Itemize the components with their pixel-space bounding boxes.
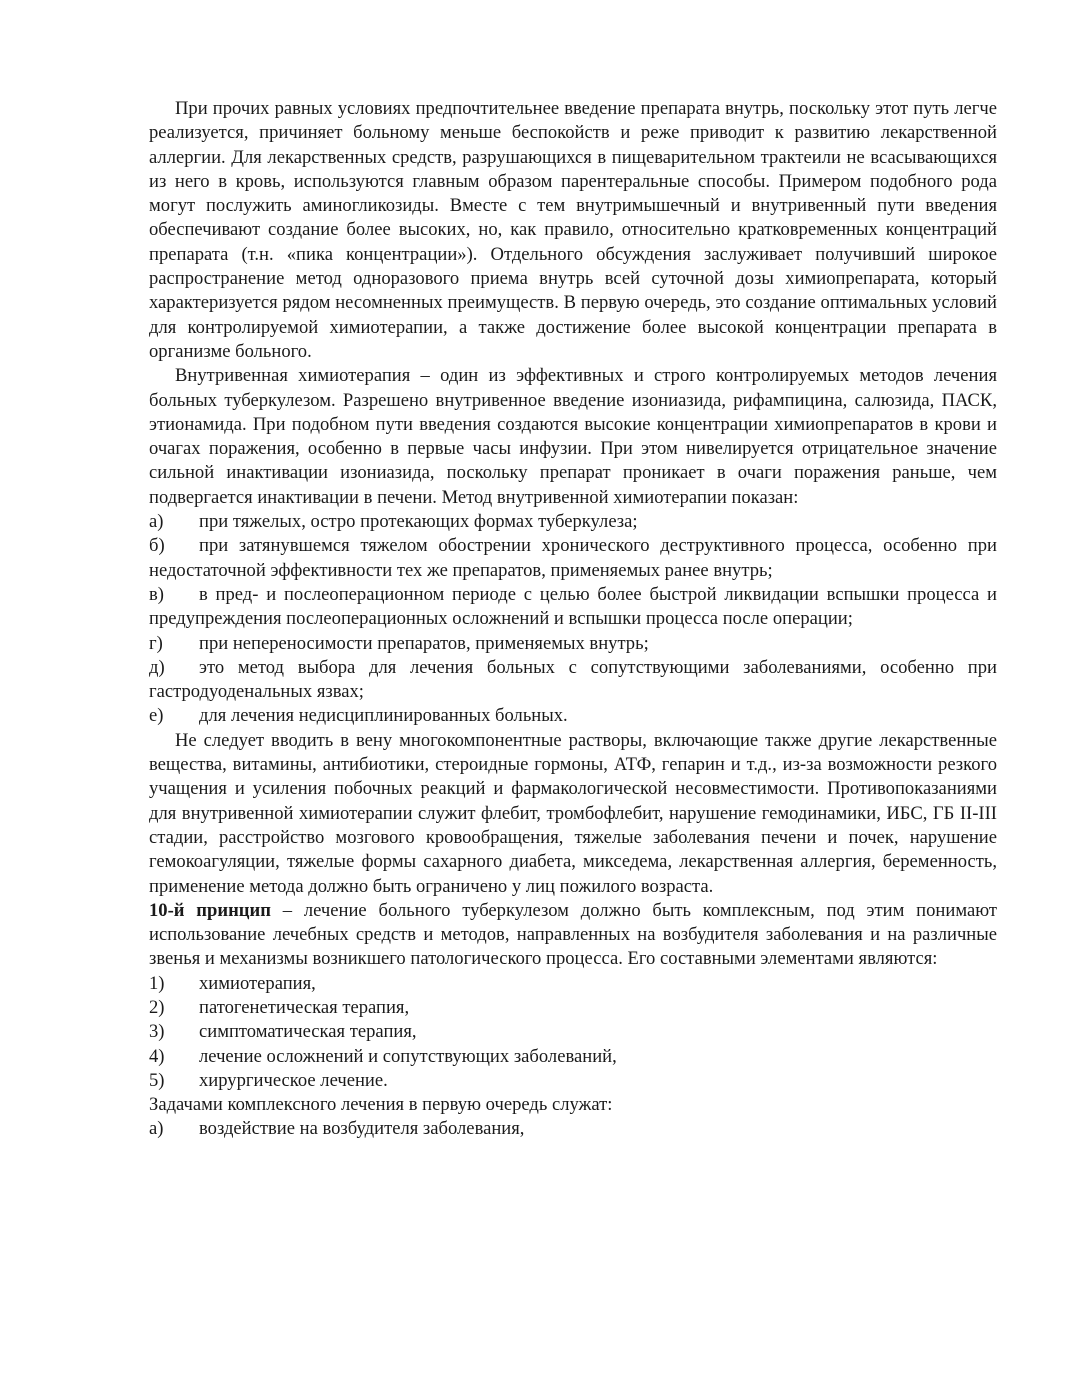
list-item-text: при непереносимости препаратов, применяемых внутрь; xyxy=(199,632,649,654)
principle-text: – лечение больного туберкулезом должно быть комплексным, под этим понимают использование лечебных средств и методов, направленных на возбудителя заболевания и на различные звенья и механизмы возникшего патологического процесса. Его составными элементами являются: xyxy=(149,899,997,970)
list-item xyxy=(149,534,997,583)
complex-treatment-elements-list xyxy=(149,972,997,1093)
list-item xyxy=(149,656,997,705)
paragraph-treatment-tasks: Задачами комплексного лечения в первую очередь служат: xyxy=(149,1094,613,1116)
list-item-text: воздействие на возбудителя заболевания, xyxy=(199,1118,525,1140)
paragraph-principle-10 xyxy=(149,899,997,972)
list-item-text: лечение осложнений и сопутствующих заболеваний, xyxy=(199,1045,617,1067)
list-marker: б) xyxy=(149,535,165,557)
list-item xyxy=(149,1045,997,1069)
list-marker: д) xyxy=(149,656,165,678)
document-page xyxy=(149,97,997,1142)
list-item xyxy=(149,972,997,996)
list-item-text: при тяжелых, остро протекающих формах туберкулеза; xyxy=(199,511,638,533)
list-item xyxy=(149,996,997,1020)
list-item xyxy=(149,632,997,656)
list-item-text: хирургическое лечение. xyxy=(199,1069,388,1091)
list-item xyxy=(149,1069,997,1093)
list-marker: 5) xyxy=(149,1069,165,1091)
paragraph-intravenous-chemotherapy: Внутривенная химиотерапия – один из эффективных и строго контролируемых методов лечения больных туберкулезом. Разрешено внутривенное введение изониазида, рифампицина, салюзида, ПАСК, этионамида. При подобном пути введения создаются высокие концентрации химиопрепаратов в крови и очагах поражения, особенно в первые часы инфузии. При этом нивелируется отрицательное значение сильной инактивации изониазида, поскольку препарат проникает в очаги поражения раньше, чем подвергается инактивации в печени. Метод внутривенной химиотерапии показан: xyxy=(149,365,997,508)
list-item-text: патогенетическая терапия, xyxy=(199,996,410,1018)
list-item xyxy=(149,1020,997,1044)
paragraph-oral-administration: При прочих равных условиях предпочтительнее введение препарата внутрь, поскольку этот путь легче реализуется, причиняет больному меньше беспокойств и реже приводит к развитию лекарственной аллергии. Для лекарственных средств, разрушающихся в пищеварительном трактеили не всасывающихся из него в кровь, используются главным образом парентеральные способы. Примером подобного рода могут послужить аминогликозиды. Вместе с тем внутримышечный и внутривенный пути введения обеспечивают создание более высоких, но, как правило, относительно кратковременных концентраций препарата (т.н. «пика концентрации»). Отдельного обсуждения заслуживает получивший широкое распространение метод одноразового приема внутрь всей суточной дозы химиопрепарата, который характеризуется рядом несомненных преимуществ. В первую очередь, это создание оптимальных условий для контролируемой химиотерапии, а также достижение более высокой концентрации препарата в организме больного. xyxy=(149,98,997,362)
treatment-tasks-list xyxy=(149,1117,997,1141)
list-item-text: при затянувшемся тяжелом обострении хронического деструктивного процесса, особенно при недостаточной эффективности тех же препаратов, применяемых ранее внутрь; xyxy=(149,535,997,581)
list-item-text: симптоматическая терапия, xyxy=(199,1021,417,1043)
list-item-text: для лечения недисциплинированных больных. xyxy=(199,705,568,727)
paragraph-contraindications: Не следует вводить в вену многокомпонентные растворы, включающие также другие лекарственные вещества, витамины, антибиотики, стероидные гормоны, АТФ, гепарин и т.д., из-за возможности резкого учащения и усиления побочных реакций и фармакологической несовместимости. Противопоказаниями для внутривенной химиотерапии служит флебит, тромбофлебит, нарушение гемодинамики, ИБС, ГБ II-III стадии, расстройство мозгового кровообращения, тяжелые заболевания печени и почек, нарушение гемокоагуляции, тяжелые формы сахарного диабета, микседема, лекарственная аллергия, беременность, применение метода должно быть ограничено у лиц пожилого возраста. xyxy=(149,729,997,897)
indications-list xyxy=(149,510,997,729)
list-item xyxy=(149,704,997,728)
list-marker: 1) xyxy=(149,972,165,994)
list-marker: 4) xyxy=(149,1045,165,1067)
principle-heading: 10-й принцип xyxy=(149,899,271,921)
list-item-text: химиотерапия, xyxy=(199,972,316,994)
list-item-text: в пред- и послеоперационном периоде с целью более быстрой ликвидации вспышки процесса и предупреждения послеоперационных осложнений и вспышки процесса после операции; xyxy=(149,583,997,630)
list-item xyxy=(149,583,997,632)
list-marker: 3) xyxy=(149,1021,165,1043)
list-marker: 2) xyxy=(149,996,165,1018)
list-marker: е) xyxy=(149,705,164,727)
list-item xyxy=(149,510,997,534)
list-item xyxy=(149,1117,997,1141)
list-marker: а) xyxy=(149,511,164,533)
list-marker: а) xyxy=(149,1118,164,1140)
list-item-text: это метод выбора для лечения больных с сопутствующими заболеваниями, особенно при гастродуоденальных язвах; xyxy=(149,656,997,703)
list-marker: г) xyxy=(149,632,163,654)
list-marker: в) xyxy=(149,583,164,605)
